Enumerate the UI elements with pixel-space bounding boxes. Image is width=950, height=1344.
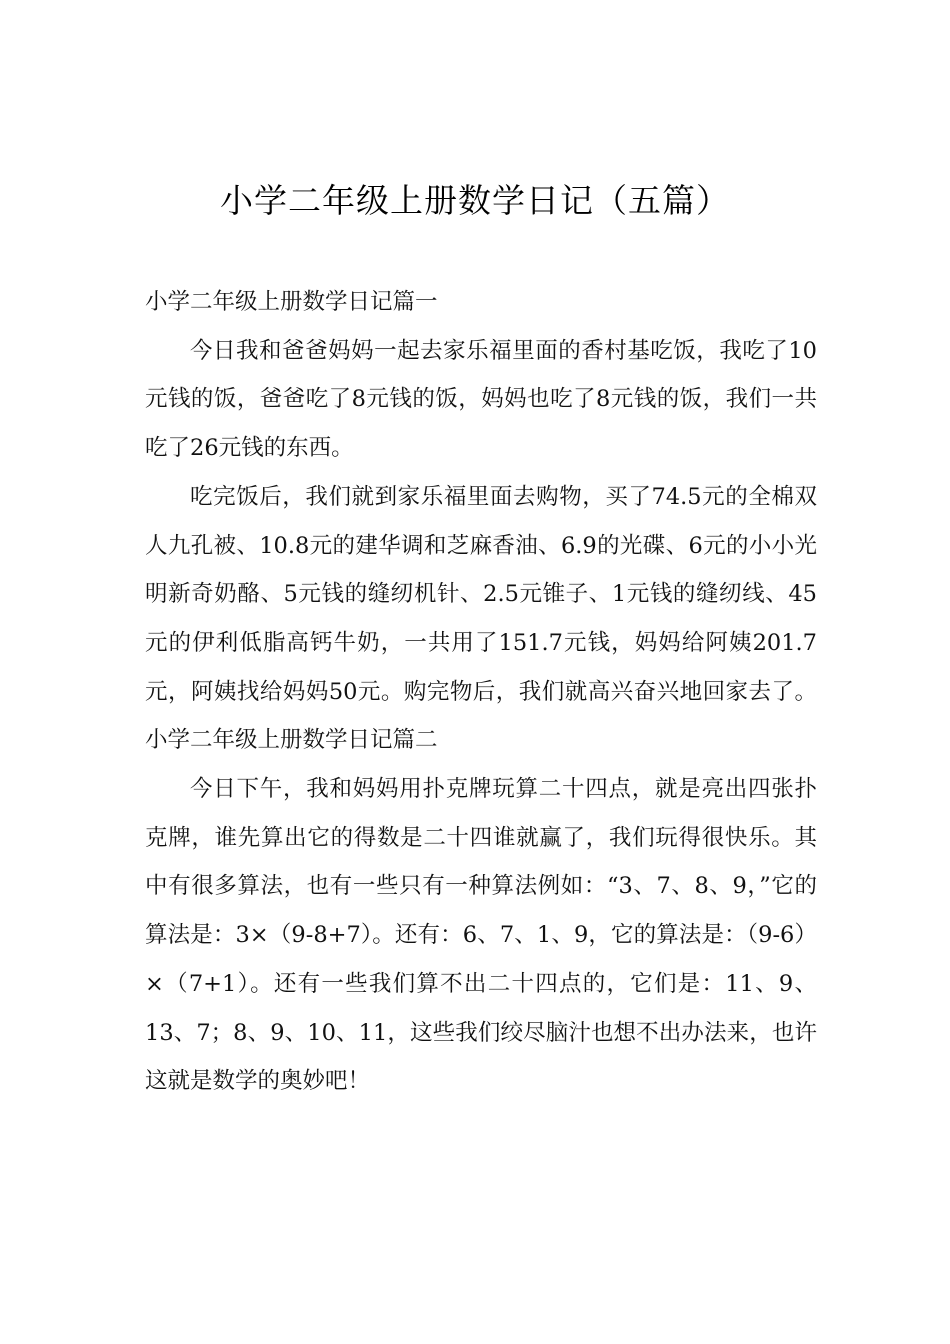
paragraph-shopping: 吃完饭后，我们就到家乐福里面去购物，买了74.5元的全棉双人九孔被、10.8元的建华调和芝麻香油、6.9的光碟、6元的小小光明新奇奶酪、5元钱的缝纫机针、2.5元锥子、1元钱的缝纫线、45元的伊利低脂高钙牛奶，一共用了151.7元钱，妈妈给阿姨201.7元，阿姨找给妈妈50元。购完物后，我们就高兴奋兴地回家去了。小学二年级上册数学日记篇二 bbox=[145, 483, 817, 754]
section-heading: 小学二年级上册数学日记篇一 bbox=[145, 289, 438, 315]
document-body bbox=[145, 278, 817, 1106]
document-title: 小学二年级上册数学日记（五篇） bbox=[220, 181, 730, 220]
paragraph-dinner: 今日我和爸爸妈妈一起去家乐福里面的香村基吃饭，我吃了10元钱的饭，爸爸吃了8元钱的饭，妈妈也吃了8元钱的饭，我们一共吃了26元钱的东西。 bbox=[145, 337, 817, 462]
paragraph-24-points: 今日下午，我和妈妈用扑克牌玩算二十四点，就是亮出四张扑克牌，谁先算出它的得数是二十四谁就赢了，我们玩得很快乐。其中有很多算法，也有一些只有一种算法例如：“3、7、8、9，”它的算法是：3×（9-8+7）。还有：6、7、1、9，它的算法是：（9-6）×（7+1）。还有一些我们算不出二十四点的，它们是：11、9、13、7；8、9、10、11，这些我们绞尽脑汁也想不出办法来，也许这就是数学的奥妙吧！ bbox=[145, 776, 817, 1095]
